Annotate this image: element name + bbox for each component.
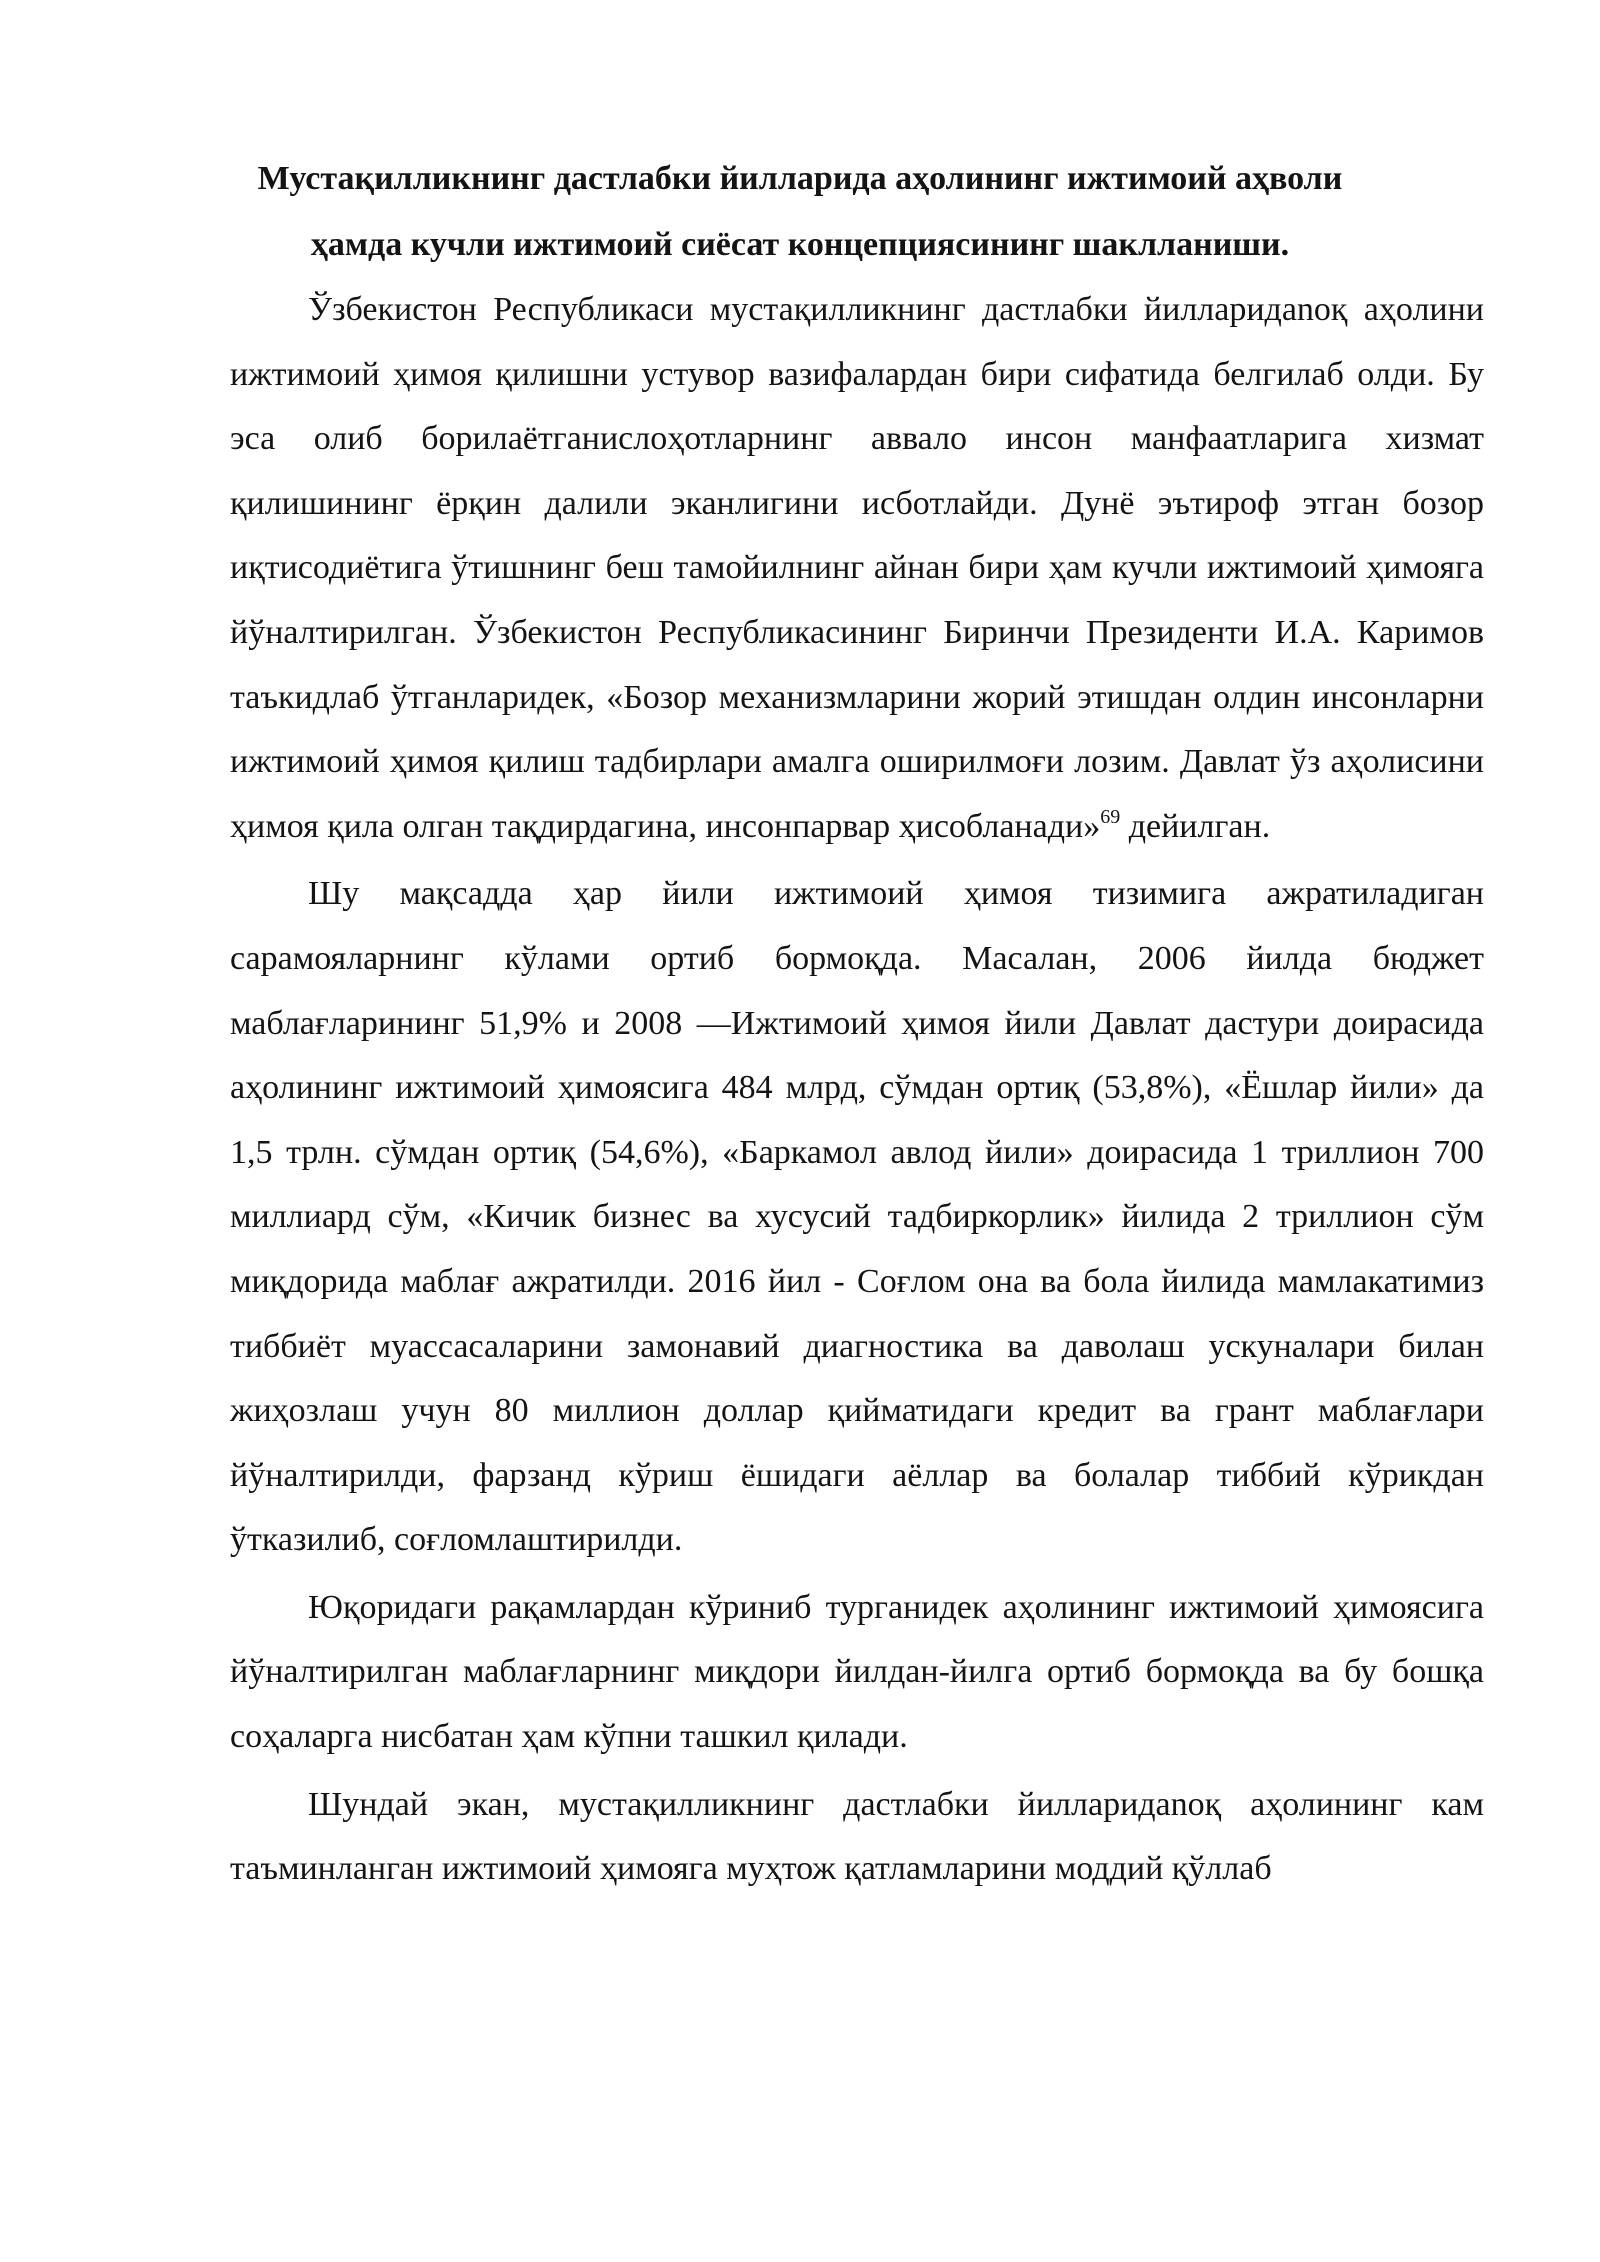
title-line-2: ҳамда кучли ижтимоий сиёсат концепциясининг шаклланиши. (310, 226, 1290, 263)
paragraph-1 (230, 278, 1484, 859)
document-body (230, 278, 1484, 1902)
paragraph-1-text: Ўзбекистон Республикаси мустақилликнинг дастлабки йилларидаnоқ аҳолини ижтимоий ҳимоя қилишни устувор вазифалардан бири сифатида белгилаб олди. Бу эса олиб борилаётганислоҳотларнинг аввало инсон манфаатларига хизмат қилишининг ёрқин далили эканлигини исботлайди. Дунё эътироф этган бозор иқтисодиётига ўтишнинг беш тамойилнинг айнан бири ҳам кучли ижтимоий ҳимояга йўналтирилган. Ўзбекистон Республикасининг Биринчи Президенти И.А. Каримов таъкидлаб ўтганларидек, «Бозор механизмларини жорий этишдан олдин инсонларни ижтимоий ҳимоя қилиш тадбирлари амалга оширилмоғи лозим. Давлат ўз аҳолисини ҳимоя қила олган тақдирдагина, инсонпарвар ҳисобланади» (230, 291, 1484, 845)
title-line-1: Мустақилликнинг дастлабки йилларида аҳолининг ижтимоий аҳволи (257, 160, 1343, 197)
footnote-reference: 69 (1100, 805, 1121, 828)
paragraph-2: Шу мақсадда ҳар йили ижтимоий ҳимоя тизимига ажратиладиган сарамояларнинг кўлами ортиб бормоқда. Масалан, 2006 йилда бюджет маблағларининг 51,9% и 2008 ―Ижтимоий ҳимоя йили Давлат дастури доирасида аҳолининг ижтимоий ҳимоясига 484 млрд, сўмдан ортиқ (53,8%), «Ёшлар йили» да 1,5 трлн. сўмдан ортиқ (54,6%), «Баркамол авлод йили» доирасида 1 триллион 700 миллиард сўм, «Кичик бизнес ва хусусий тадбиркорлик» йилида 2 триллион сўм миқдорида маблағ ажратилди. 2016 йил - Соғлом она ва бола йилида мамлакатимиз тиббиёт муассасаларини замонавий диагностика ва даволаш ускуналари билан жиҳозлаш учун 80 миллион доллар қийматидаги кредит ва грант маблағлари йўналтирилди, фарзанд кўриш ёшидаги аёллар ва болалар тиббий кўрикдан ўтказилиб, соғломлаштирилди. (230, 875, 1484, 1559)
paragraph-3: Юқоридаги рақамлардан кўриниб турганидек аҳолининг ижтимоий ҳимоясига йўналтирилган маблағларнинг миқдори йилдан-йилга ортиб бормоқда ва бу бошқа соҳаларга нисбатан ҳам кўпни ташкил қилади. (230, 1588, 1484, 1756)
document-title (230, 146, 1370, 278)
paragraph-1-tail: дейилган. (1120, 807, 1271, 845)
paragraph-4: Шундай экан, мустақилликнинг дастлабки йилларидаnоқ аҳолининг кам таъминланган ижтимоий ҳимояга муҳтож қатламларини моддий қўллаб (230, 1785, 1484, 1888)
